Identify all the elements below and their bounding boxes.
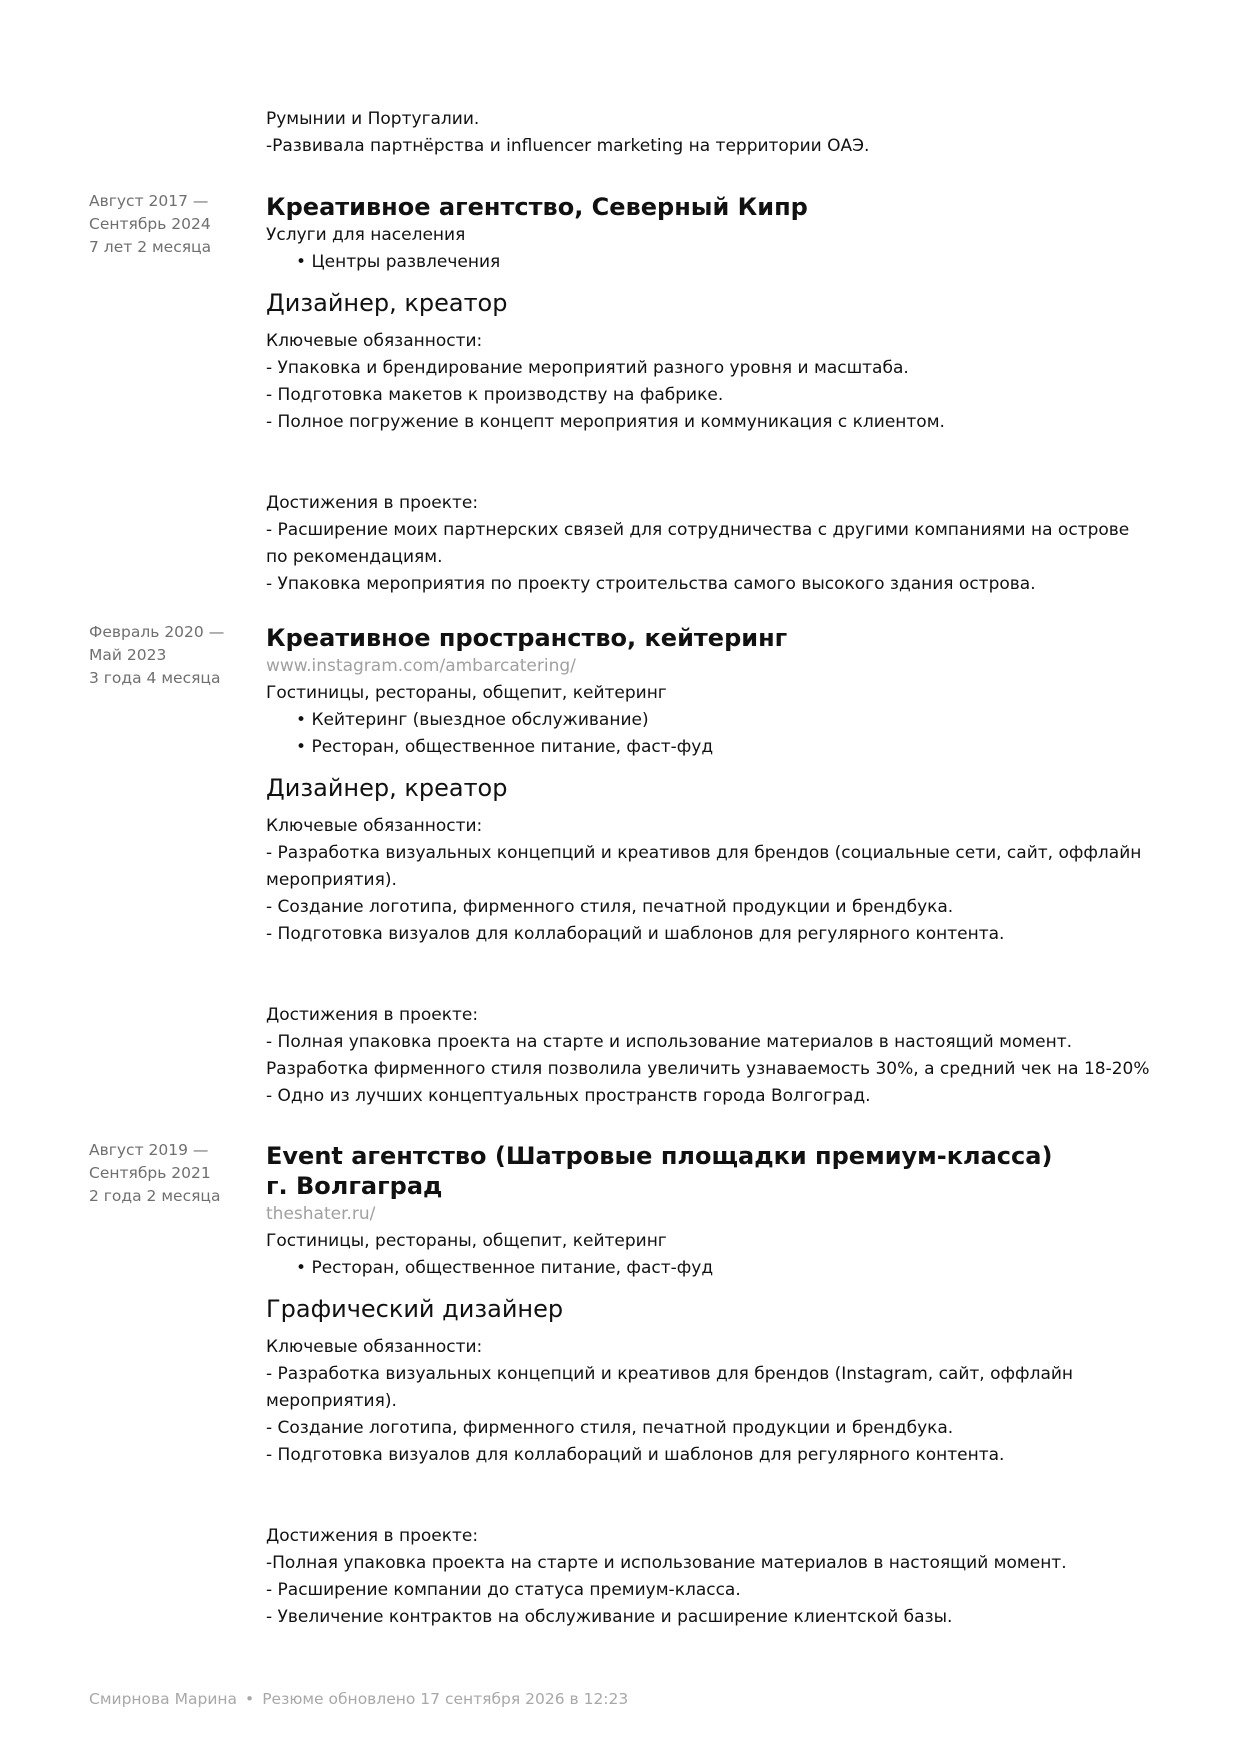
achievements-block (266, 490, 1186, 598)
duties-block (266, 1334, 1186, 1469)
industry-list (266, 707, 1186, 761)
duties-line: Ключевые обязанности: (266, 331, 483, 351)
achievements-line: Разработка фирменного стиля позволила увеличить узнаваемость 30%, а средний чек на 18-20% (266, 1059, 1150, 1079)
duties-line: - Упаковка и брендирование мероприятий разного уровня и масштаба. (266, 358, 909, 378)
footer-separator: • (245, 1690, 255, 1708)
achievements-block (266, 1523, 1186, 1631)
job-start-date: Август 2017 — (89, 192, 209, 210)
achievements-line: -Полная упаковка проекта на старте и использование материалов в настоящий момент. (266, 1553, 1067, 1573)
job-end-date: Сентябрь 2024 (89, 215, 211, 233)
job-dates (89, 190, 249, 259)
duties-line: - Создание логотипа, фирменного стиля, печатной продукции и брендбука. (266, 1418, 954, 1438)
footer-updated: Резюме обновлено 17 сентября 2026 в 12:23 (262, 1690, 629, 1708)
job-start-date: Февраль 2020 — (89, 623, 225, 641)
industry-list (266, 249, 1186, 276)
achievements-line: - Упаковка мероприятия по проекту строительства самого высокого здания острова. (266, 574, 1036, 594)
industry-item: • Ресторан, общественное питание, фаст-фуд (296, 734, 1186, 761)
job-dates (89, 1139, 249, 1208)
duties-line: - Подготовка визуалов для коллабораций и шаблонов для регулярного контента. (266, 924, 1005, 944)
job-duration: 2 года 2 месяца (89, 1187, 221, 1205)
industry-list (266, 1255, 1186, 1282)
achievements-line: - Одно из лучших концептуальных пространств города Волгоград. (266, 1086, 871, 1106)
achievements-line: - Увеличение контрактов на обслуживание и расширение клиентской базы. (266, 1607, 953, 1627)
footer-name: Смирнова Марина (89, 1690, 238, 1708)
job-duration: 3 года 4 месяца (89, 669, 221, 687)
industry-item: • Ресторан, общественное питание, фаст-фуд (296, 1255, 1186, 1282)
job-end-date: Сентябрь 2021 (89, 1164, 211, 1182)
duties-line: - Полное погружение в концепт мероприятия и коммуникация с клиентом. (266, 412, 945, 432)
duties-line: - Подготовка макетов к производству на фабрике. (266, 385, 724, 405)
duties-line: - Создание логотипа, фирменного стиля, печатной продукции и брендбука. (266, 897, 954, 917)
intro-line: Румынии и Португалии. (266, 109, 480, 129)
achievements-line: Достижения в проекте: (266, 1005, 479, 1025)
duties-line: мероприятия). (266, 1391, 397, 1411)
position-title: Дизайнер, креатор (266, 289, 508, 317)
achievements-line: по рекомендациям. (266, 547, 443, 567)
duties-line: Ключевые обязанности: (266, 1337, 483, 1357)
page-footer (89, 1690, 628, 1708)
duties-line: Ключевые обязанности: (266, 816, 483, 836)
duties-block (266, 328, 1186, 436)
job-start-date: Август 2019 — (89, 1141, 209, 1159)
achievements-line: Достижения в проекте: (266, 1526, 479, 1546)
job-content (266, 190, 1186, 598)
industry-item: • Центры развлечения (296, 249, 1186, 276)
industry: Гостиницы, рестораны, общепит, кейтеринг (266, 683, 667, 703)
company-website-link[interactable]: www.instagram.com/ambarcatering/ (266, 656, 576, 676)
achievements-line: - Расширение компании до статуса премиум-класса. (266, 1580, 741, 1600)
job-content (266, 1139, 1186, 1631)
duties-line: - Разработка визуальных концепций и креативов для брендов (Instagram, сайт, оффлайн (266, 1364, 1074, 1384)
achievements-line: Достижения в проекте: (266, 493, 479, 513)
industry: Гостиницы, рестораны, общепит, кейтеринг (266, 1231, 667, 1251)
company-name: Креативное агентство, Северный Кипр (266, 193, 808, 221)
job-dates (89, 621, 249, 690)
company-name: Креативное пространство, кейтеринг (266, 624, 788, 652)
company-name: Event агентство (Шатровые площадки премиум-класса) г. Волгаград (266, 1142, 1053, 1200)
duties-line: - Разработка визуальных концепций и креативов для брендов (социальные сети, сайт, оффлайн (266, 843, 1142, 863)
duties-block (266, 813, 1186, 948)
job-duration: 7 лет 2 месяца (89, 238, 212, 256)
achievements-line: - Полная упаковка проекта на старте и использование материалов в настоящий момент. (266, 1032, 1073, 1052)
previous-job-continuation (266, 106, 1166, 160)
achievements-line: - Расширение моих партнерских связей для сотрудничества с другими компаниями на острове (266, 520, 1130, 540)
achievements-block (266, 1002, 1186, 1110)
position-title: Графический дизайнер (266, 1295, 564, 1323)
industry-item: • Кейтеринг (выездное обслуживание) (296, 707, 1186, 734)
position-title: Дизайнер, креатор (266, 774, 508, 802)
job-content (266, 621, 1186, 1110)
job-end-date: Май 2023 (89, 646, 167, 664)
company-website-link[interactable]: theshater.ru/ (266, 1204, 376, 1224)
industry: Услуги для населения (266, 225, 466, 245)
intro-line: -Развивала партнёрства и influencer marketing на территории ОАЭ. (266, 136, 870, 156)
duties-line: мероприятия). (266, 870, 397, 890)
duties-line: - Подготовка визуалов для коллабораций и шаблонов для регулярного контента. (266, 1445, 1005, 1465)
